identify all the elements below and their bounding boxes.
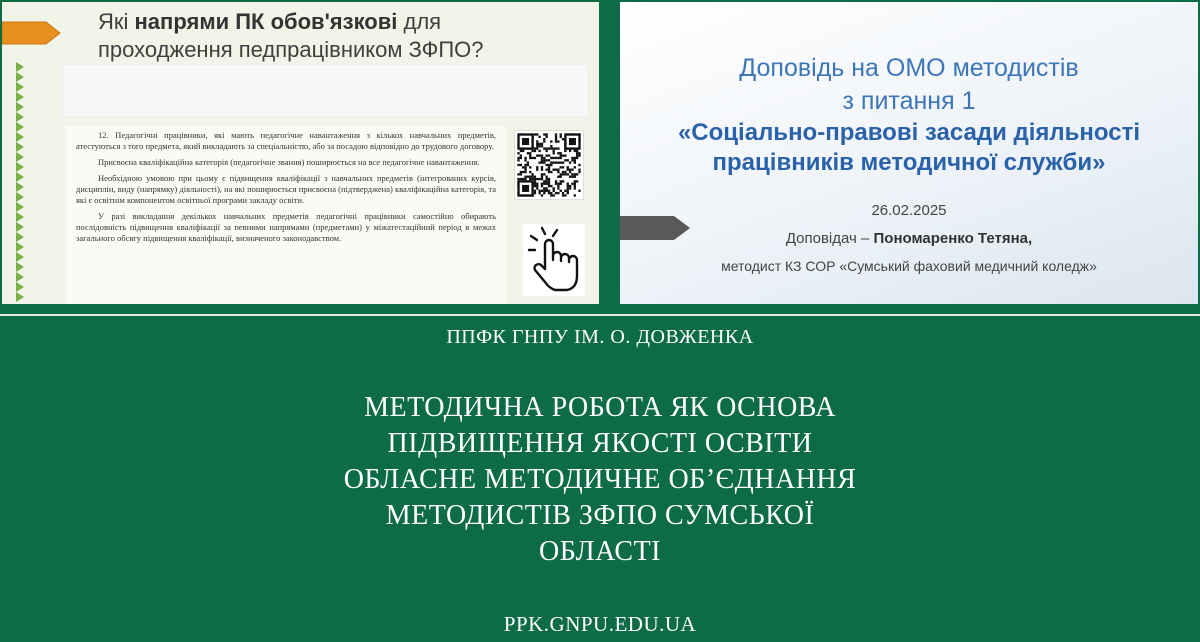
main-title-line: МЕТОДИЧНА РОБОТА ЯК ОСНОВА xyxy=(364,392,836,423)
hand-pointer-icon xyxy=(523,224,585,296)
qr-code-icon[interactable] xyxy=(514,130,584,200)
green-arrow-icon xyxy=(16,82,24,92)
green-arrow-icon xyxy=(16,62,24,72)
left-slide-thumbnail[interactable] xyxy=(2,2,599,304)
right-slide-thumbnail[interactable] xyxy=(620,2,1198,304)
green-arrow-icon xyxy=(16,112,24,122)
green-arrow-icon xyxy=(16,72,24,82)
green-arrow-icon xyxy=(16,132,24,142)
document-excerpt xyxy=(66,126,506,304)
left-slide-title: Які напрями ПК обов'язкові для проходження педпрацівником ЗФПО? xyxy=(98,9,484,62)
doc-paragraph: Присвоєна кваліфікаційна категорія (педагогічне звання) поширюється на все педагогічне навантаження. xyxy=(98,157,480,167)
green-arrow-icon xyxy=(16,232,24,242)
green-arrow-icon xyxy=(16,182,24,192)
main-title-line: ОБЛАСТІ xyxy=(538,536,662,567)
green-arrow-icon xyxy=(16,152,24,162)
hand-pointer-button[interactable] xyxy=(523,224,585,296)
green-arrow-icon xyxy=(16,272,24,282)
slide-heading-line: з питання 1 xyxy=(842,87,976,115)
main-title xyxy=(0,390,1200,570)
doc-paragraph: У разі викладання декількох навчальних предметів педагогічні працівники самостійно обирають послідовність підвищення кваліфікації за певними напрямами (предметами) у міжатестаційний період в межах загального обсягу підвищення кваліфікації, визначеного законодавством. xyxy=(76,211,496,243)
green-arrow-icon xyxy=(16,202,24,212)
info-band xyxy=(0,314,1200,642)
green-arrow-icon xyxy=(16,222,24,232)
doc-paragraph: Необхідною умовою при цьому є підвищення кваліфікації з навчальних предметів (інтегрованих курсів, дисциплін, виду (напрямку) діяльності), на які поширюється присвоєна (підтверджена) кваліфікаційна категорія, та які є освітнім компонентом освітньої програми закладу освіти. xyxy=(76,173,496,205)
main-title-line: МЕТОДИСТІВ ЗФПО СУМСЬКОЇ xyxy=(385,500,815,531)
blank-banner xyxy=(62,64,589,118)
slide-topic-line: «Соціально-правові засади діяльності xyxy=(677,119,1141,146)
speaker-line: Доповідач – Пономаренко Тетяна, xyxy=(785,230,1033,247)
website-link[interactable]: PPK.GNPU.EDU.UA xyxy=(503,612,697,636)
main-title-line: ОБЛАСНЕ МЕТОДИЧНЕ ОБ’ЄДНАННЯ xyxy=(343,464,857,495)
green-arrow-icon xyxy=(16,102,24,112)
orange-arrow-icon xyxy=(2,16,62,50)
green-arrow-icon xyxy=(16,212,24,222)
doc-paragraph: 12. Педагогічні працівники, які мають педагогічне навантаження з кількох навчальних предметів, атестуються з того предмета, який викладають за спеціальністю, або за посадою відповідно до трудового договору. xyxy=(76,130,496,151)
green-arrow-icon xyxy=(16,122,24,132)
green-arrow-icon xyxy=(16,252,24,262)
green-arrow-icon xyxy=(16,242,24,252)
slide-topic xyxy=(620,118,1198,178)
organization-name: ППФК ГНПУ ІМ. О. ДОВЖЕНКА xyxy=(446,326,754,348)
green-arrow-icon xyxy=(16,262,24,272)
slide-topic-line: працівників методичної служби» xyxy=(712,149,1106,176)
report-date: 26.02.2025 xyxy=(871,202,947,219)
green-arrow-icon xyxy=(16,92,24,102)
green-arrow-icon xyxy=(16,142,24,152)
green-arrow-icon xyxy=(16,162,24,172)
speaker-position: методист КЗ СОР «Сумський фаховий медичний коледж» xyxy=(721,258,1097,274)
green-arrow-icon xyxy=(16,172,24,182)
green-arrow-icon xyxy=(16,292,24,302)
green-arrow-icon xyxy=(16,282,24,292)
main-title-line: ПІДВИЩЕННЯ ЯКОСТІ ОСВІТИ xyxy=(387,428,813,459)
green-arrow-icon xyxy=(16,192,24,202)
slide-heading-line: Доповідь на ОМО методистів xyxy=(739,54,1079,82)
